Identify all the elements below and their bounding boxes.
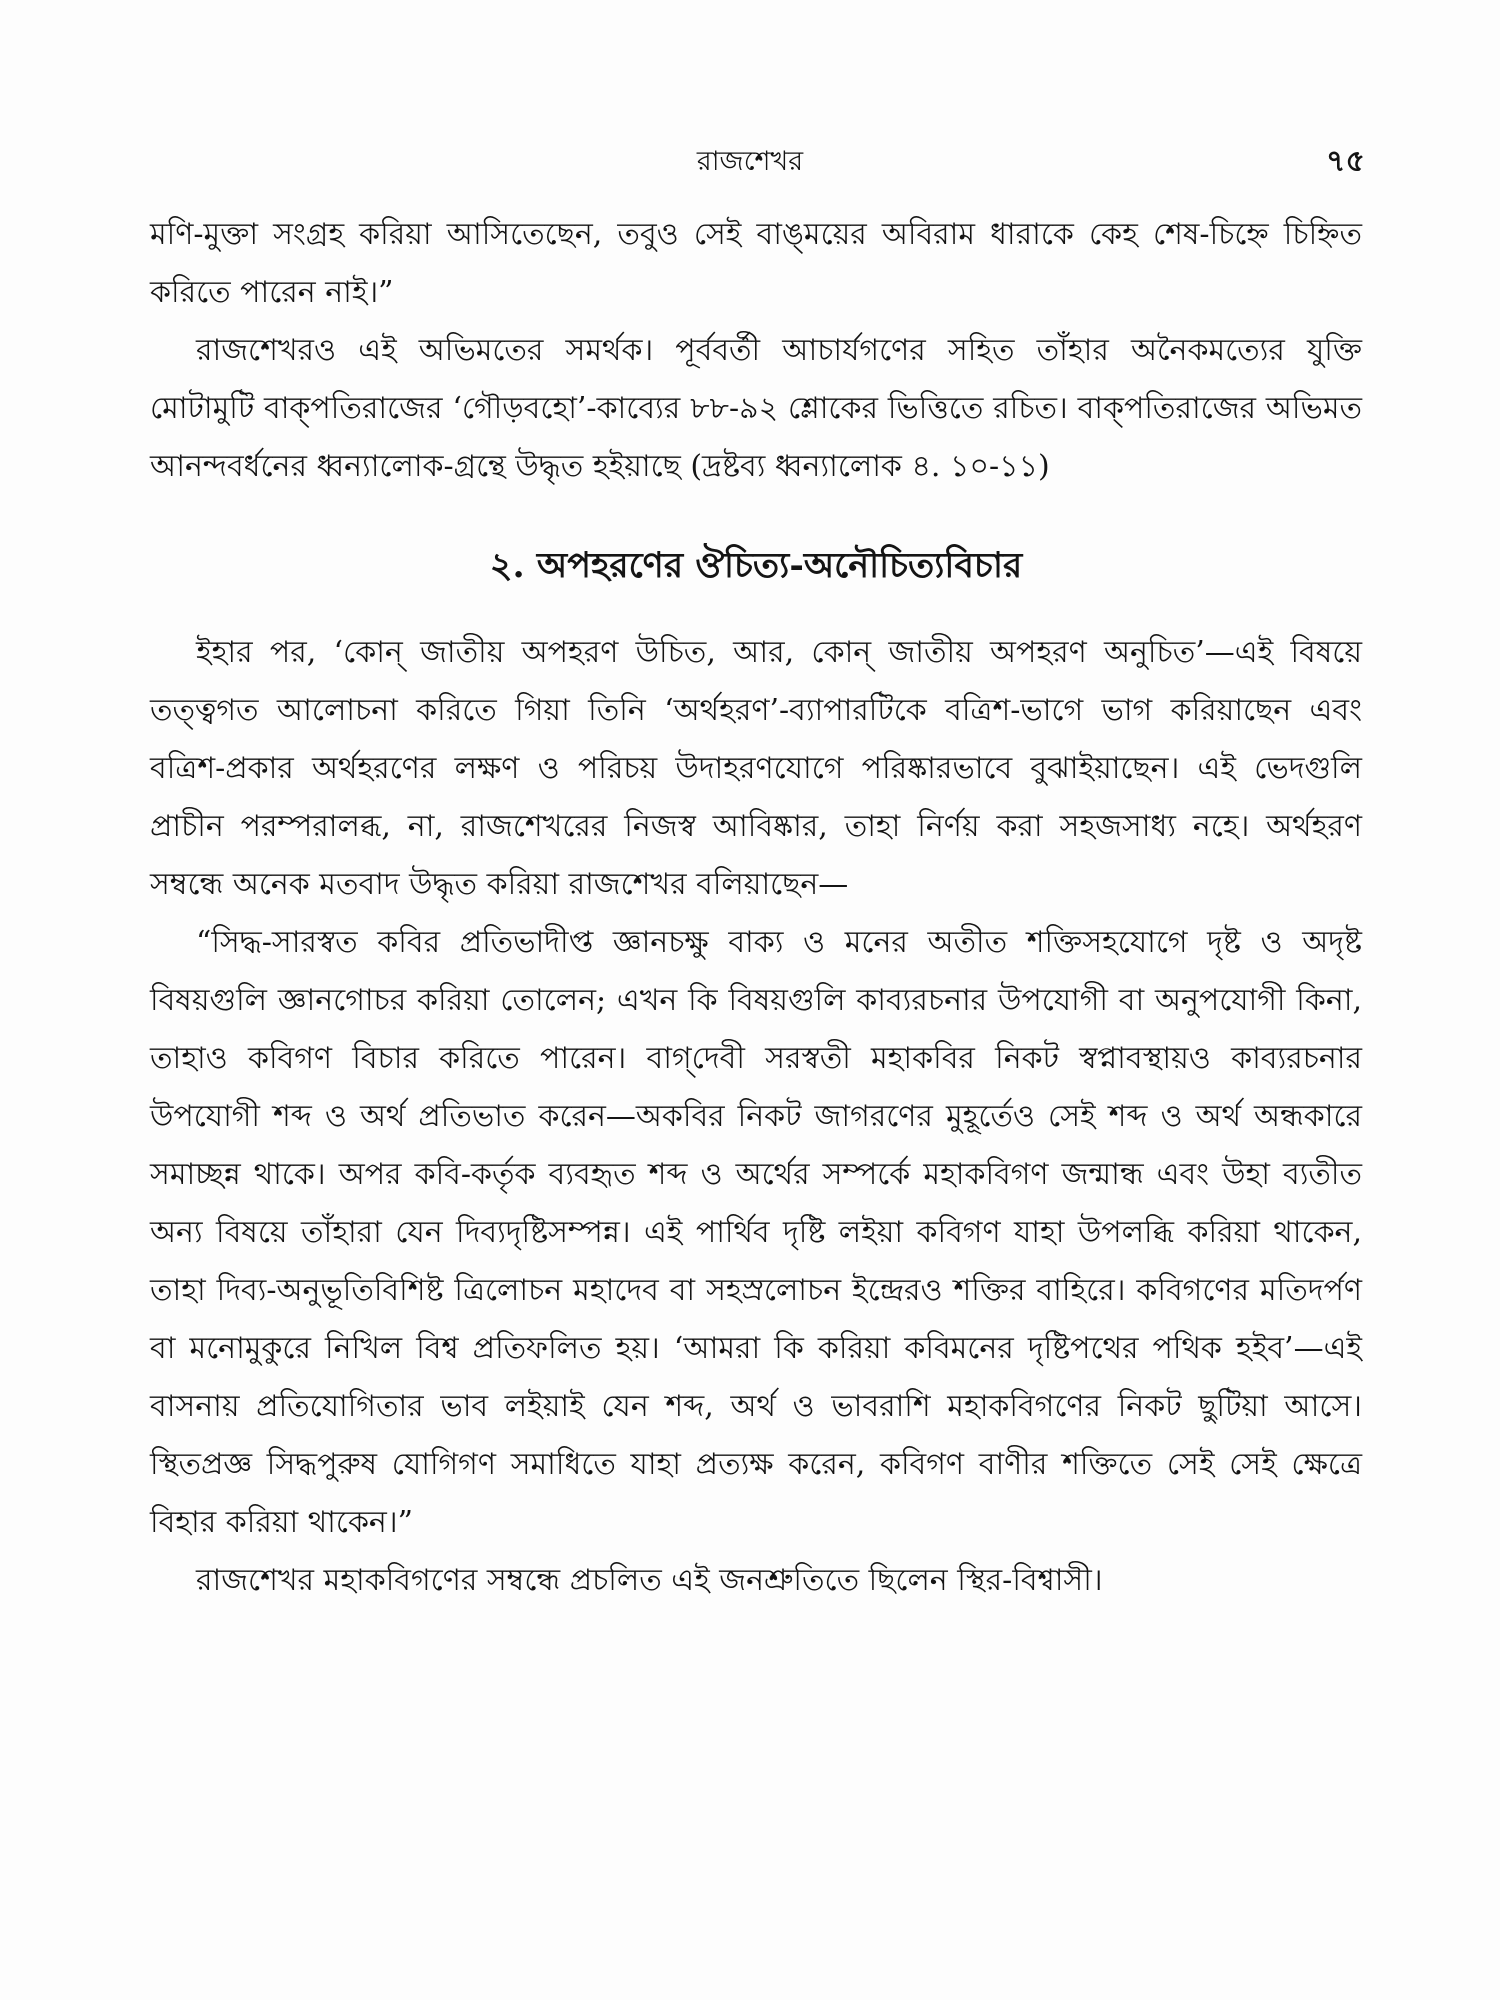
paragraph-block-quote: “সিদ্ধ-সারস্বত কবির প্রতিভাদীপ্ত জ্ঞানচক্ষু বাক্য ও মনের অতীত শক্তিসহযোগে দৃষ্ট ও অদৃষ্ট বিষয়গুলি জ্ঞানগোচর করিয়া তোলেন; এখন কি বিষয়গুলি কাব্যরচনার উপযোগী বা অনুপযোগী কিনা, তাহাও কবিগণ বিচার করিতে পারেন। বাগ্‌দেবী সরস্বতী মহাকবির নিকট স্বপ্নাবস্থায়ও কাব্যরচনার উপযোগী শব্দ ও অর্থ প্রতিভাত করেন—অকবির নিকট জাগরণের মুহূর্তেও সেই শব্দ ও অর্থ অন্ধকারে সমাচ্ছন্ন থাকে। অপর কবি-কর্তৃক ব্যবহৃত শব্দ ও অর্থের সম্পর্কে মহাকবিগণ জন্মান্ধ এবং উহা ব্যতীত অন্য বিষয়ে তাঁহারা যেন দিব্যদৃষ্টিসম্পন্ন। এই পার্থিব দৃষ্টি লইয়া কবিগণ যাহা উপলব্ধি করিয়া থাকেন, তাহা দিব্য-অনুভূতিবিশিষ্ট ত্রিলোচন মহাদেব বা সহস্রলোচন ইন্দ্রেরও শক্তির বাহিরে। কবিগণের মতিদর্পণ বা মনোমুকুরে নিখিল বিশ্ব প্রতিফলিত হয়। ‘আমরা কি করিয়া কবিমনের দৃষ্টিপথের পথিক হইব’—এই বাসনায় প্রতিযোগিতার ভাব লইয়াই যেন শব্দ, অর্থ ও ভাবরাশি মহাকবিগণের নিকট ছুটিয়া আসে। স্থিতপ্রজ্ঞ সিদ্ধপুরুষ যোগিগণ সমাধিতে যাহা প্রত্যক্ষ করেন, কবিগণ বাণীর শক্তিতে সেই সেই ক্ষেত্রে বিহার করিয়া থাকেন।” (150, 925, 1362, 1540)
running-title: রাজশেখর (696, 146, 804, 177)
paragraph-closing: রাজশেখর মহাকবিগণের সম্বন্ধে প্রচলিত এই জনশ্রুতিতে ছিলেন স্থির-বিশ্বাসী। (196, 1563, 1103, 1598)
page-body (150, 206, 1362, 1610)
page-number: ৭৫ (1326, 144, 1365, 179)
paragraph-classification: ইহার পর, ‘কোন্ জাতীয় অপহরণ উচিত, আর, কোন্ জাতীয় অপহরণ অনুচিত’—এই বিষয়ে তত্ত্বগত আলোচনা করিতে গিয়া তিনি ‘অর্থহরণ’-ব্যাপারটিকে বত্রিশ-ভাগে ভাগ করিয়াছেন এবং বত্রিশ-প্রকার অর্থহরণের লক্ষণ ও পরিচয় উদাহরণযোগে পরিষ্কারভাবে বুঝাইয়াছেন। এই ভেদগুলি প্রাচীন পরম্পরালব্ধ, না, রাজশেখরের নিজস্ব আবিষ্কার, তাহা নির্ণয় করা সহজসাধ্য নহে। অর্থহরণ সম্বন্ধে অনেক মতবাদ উদ্ধৃত করিয়া রাজশেখর বলিয়াছেন— (150, 635, 1362, 902)
paragraph-rajashekhar-opinion: রাজশেখরও এই অভিমতের সমর্থক। পূর্ববর্তী আচার্যগণের সহিত তাঁহার অনৈকমত্যের যুক্তি মোটামুটি বাক্‌পতিরাজের ‘গৌড়বহো’-কাব্যের ৮৮-৯২ শ্লোকের ভিত্তিতে রচিত। বাক্‌পতিরাজের অভিমত আনন্দবর্ধনের ধ্বন্যালোক-গ্রন্থে উদ্ধৃত হইয়াছে (দ্রষ্টব্য ধ্বন্যালোক ৪. ১০-১১) (150, 333, 1362, 484)
running-header (0, 142, 1500, 182)
paragraph-continued-quote: মণি-মুক্তা সংগ্রহ করিয়া আসিতেছেন, তবুও সেই বাঙ্‌ময়ের অবিরাম ধারাকে কেহ শেষ-চিহ্নে চিহ্নিত করিতে পারেন নাই।” (150, 217, 1362, 310)
section-heading: ২. অপহরণের ঔচিত্য-অনৌচিত্যবিচার (489, 545, 1023, 586)
